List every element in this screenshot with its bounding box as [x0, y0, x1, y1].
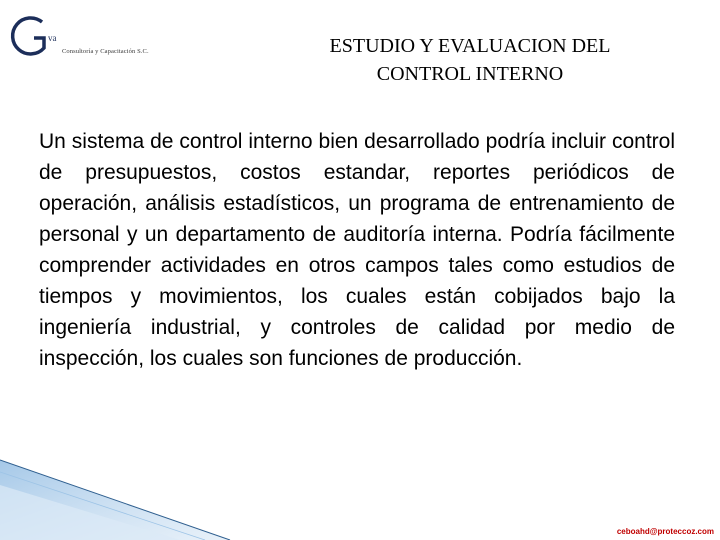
- slide-body-text: Un sistema de control interno bien desarrollado podría incluir control de presupuestos, costos estandar, reportes periódicos de operación, análisis estadísticos, un programa de entrenamiento de personal y un departamento de auditoría interna. Podría fácilmente comprender actividades en otros campos tales como estudios de tiempos y movimientos, los cuales están cobijados bajo la ingeniería industrial, y controles de calidad por medio de inspección, los cuales son funciones de producción.: [39, 130, 675, 370]
- corner-decoration-icon: [0, 440, 300, 540]
- logo-tagline: Consultoría y Capacitación S.C.: [62, 48, 149, 55]
- logo-g-mark-icon: [10, 14, 70, 64]
- slide-title-line2: CONTROL INTERNO: [376, 63, 564, 85]
- company-logo: [10, 14, 170, 64]
- footer-email: ceboahd@proteccoz.com: [616, 527, 714, 536]
- logo-letters: va: [48, 33, 57, 43]
- slide-title: [230, 32, 710, 88]
- slide-title-line1: ESTUDIO Y EVALUACION DEL: [329, 35, 611, 57]
